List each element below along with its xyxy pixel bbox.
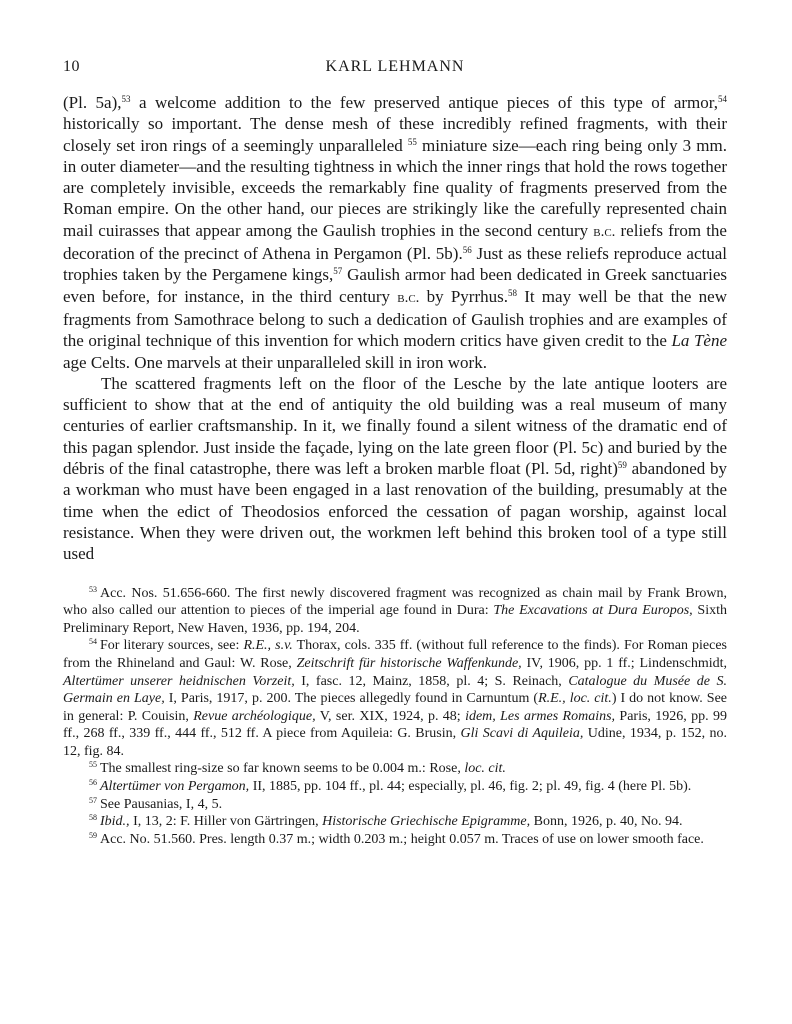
footnote-58: $^{58}$ Ibid., I, 13, 2: F. Hiller von Gärtringen, Historische Griechische Epigramme, Bonn, 1926, p. 40, No. 94. (89, 813, 683, 830)
italic-term: La Tène (671, 331, 727, 351)
footnote-ref-56[interactable]: 56 (462, 245, 472, 256)
footnote-ref-59[interactable]: 59 (617, 460, 627, 471)
footnote-ref-53[interactable]: 53 (121, 94, 131, 104)
running-head (63, 56, 727, 82)
footnotes (63, 585, 727, 849)
footnote-number: 59 (89, 830, 97, 840)
footnote-number: 56 (89, 778, 97, 788)
footnote-ref-54[interactable]: 54 (718, 94, 727, 104)
footnote-number: 54 (89, 637, 97, 647)
page-number: 10 (63, 58, 80, 75)
footnote-ref-58[interactable]: 58 (508, 287, 517, 298)
era-abbreviation: b.c. (593, 223, 616, 240)
footnote-ref-57[interactable]: 57 (333, 266, 343, 277)
body-text (63, 92, 727, 565)
footnote-number: 55 (89, 760, 97, 770)
paragraph-2: The scattered fragments left on the floor of the Lesche by the late antique looters are sufficient to show that at the end of antiquity the old building was a real museum of many centuries of earlier craftsmanship. In it, we finally found a silent witness of the dramatic end of this pagan splendor. Just inside the façade, lying on the late green floor (Pl. 5c) and buried by the débris of the final catastrophe, there was left a broken marble float (Pl. 5d, right)$^{59}$ abandoned by a workman who must have been engaged in a last renovation of the building, presumably at the time when the edict of Theodosios enforced the cessation of pagan worship, against local resistance. When they were driven out, the workmen left behind this broken tool of a type still used (63, 373, 728, 564)
footnote-53: $^{53}$ Acc. Nos. 51.656-660. The first newly discovered fragment was recognized as chain mail by Frank Brown, who also called our attention to pieces of the imperial age found in Dura: The Excavations at Dura Europos, Sixth Preliminary Report, New Haven, 1936, pp. 194, 204. (63, 584, 727, 636)
footnote-54: $^{54}$ For literary sources, see: R.E., s.v. Thorax, cols. 335 ff. (without full reference to the finds). For Roman pieces from the Rhineland and Gaul: W. Rose, Zeitschrift für historische Waffenkunde, IV, 1906, pp. 1 ff.; Lindenschmidt, Altertümer unserer heidnischen Vorzeit, I, fasc. 12, Mainz, 1858, pl. 4; S. Reinach, Catalogue du Musée de S. Germain en Laye, I, Paris, 1917, p. 200. The pieces allegedly found in Carnuntum (R.E., loc. cit.) I do not know. See in general: P. Couisin, Revue archéologique, V, ser. XIX, 1924, p. 48; idem, Les armes Romains, Paris, 1926, pp. 99 ff., 268 ff., 339 ff., 444 ff., 512 ff. A piece from Aquileia: G. Brusin, Gli Scavi di Aquileia, Udine, 1934, p. 152, no. 12, fig. 84. (63, 637, 728, 759)
footnote-56: $^{56}$ Altertümer von Pergamon, II, 1885, pp. 104 ff., pl. 44; especially, pl. 46, fig. 2; pl. 49, fig. 4 (here Pl. 5b). (89, 778, 692, 795)
footnote-57: $^{57}$ See Pausanias, I, 4, 5. (89, 795, 223, 812)
footnote-59: $^{59}$ Acc. No. 51.560. Pres. length 0.37 m.; width 0.203 m.; height 0.057 m. Traces of use on lower smooth face. (89, 830, 704, 847)
running-title: KARL LEHMANN (325, 58, 465, 75)
paragraph-1: (Pl. 5a),$^{53}$ a welcome addition to the few preserved antique pieces of this type of armor,$^{54}$ historically so important. The dense mesh of these incredibly refined fragments, with their closely set iron rings of a seemingly unparalleled $^{55}$ miniature size—each ring being only 3 mm. in outer diameter—and the resulting tightness in which the inner rings that hold the rows together are completely invisible, exceeds the remarkably fine quality of fragments preserved from the Roman empire. On the other hand, our pieces are strikingly like the carefully represented chain mail cuirasses that appear among the Gaulish trophies in the second century b.c. reliefs from the decoration of the precinct of Athena in Pergamon (Pl. 5b).$^{56}$ Just as these reliefs reproduce actual trophies taken by the Pergamene kings,$^{57}$ Gaulish armor had been dedicated in Greek sanctuaries even before, for instance, in the third century b.c. by Pyrrhus.$^{58}$ It may well be that the new fragments from Samothrace belong to such a dedication of Gaulish trophies and are examples of the original technique of this invention for which modern critics have given credit to the La Tène age Celts. One marvels at their unparalleled skill in iron work. (63, 93, 728, 372)
era-abbreviation: b.c. (397, 289, 420, 306)
footnote-ref-55[interactable]: 55 (407, 136, 417, 147)
footnote-number: 58 (89, 813, 97, 823)
footnote-number: 57 (89, 795, 97, 805)
footnote-55: $^{55}$ The smallest ring-size so far known seems to be 0.004 m.: Rose, loc. cit. (89, 760, 506, 777)
footnote-number: 53 (89, 584, 97, 594)
page (63, 56, 727, 848)
